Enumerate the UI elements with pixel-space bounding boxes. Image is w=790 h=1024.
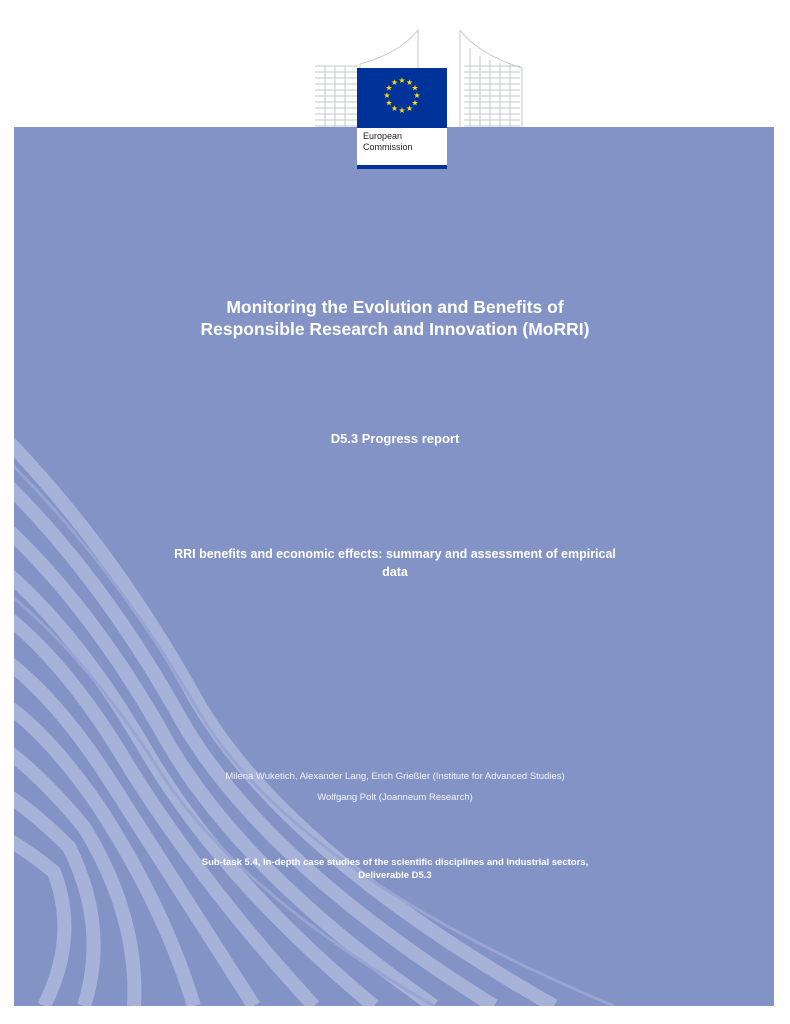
report-title	[0, 296, 790, 340]
deliverable-line-1: Sub-task 5.4, In-depth case studies of the scientific disciplines and industrial sectors,	[201, 857, 589, 868]
logo-line-2: Commission	[363, 142, 413, 152]
logo-line-1: European	[363, 131, 403, 141]
svg-text:★: ★	[390, 104, 399, 113]
report-topic	[0, 545, 790, 581]
logo-wordmark	[363, 131, 445, 153]
svg-text:★: ★	[405, 104, 414, 113]
topic-line-1: RRI benefits and economic effects: summary and assessment of empirical	[174, 547, 616, 561]
svg-text:★: ★	[405, 78, 414, 87]
svg-text:★: ★	[398, 106, 406, 115]
svg-text:★: ★	[413, 91, 421, 100]
svg-text:★: ★	[390, 78, 399, 87]
authors	[0, 766, 790, 808]
svg-text:★: ★	[411, 83, 419, 93]
svg-text:★: ★	[385, 83, 393, 93]
svg-text:★: ★	[385, 98, 393, 108]
authors-line-2: Wolfgang Polt (Joanneum Research)	[317, 792, 473, 803]
title-line-1: Monitoring the Evolution and Benefits of	[226, 297, 564, 317]
european-commission-logo	[357, 68, 447, 169]
deliverable-line-2: Deliverable D5.3	[358, 870, 432, 881]
title-line-2: Responsible Research and Innovation (MoRRI)	[200, 319, 590, 339]
authors-line-1: Milena Wuketich, Alexander Lang, Erich Grießler (Institute for Advanced Studies)	[225, 771, 565, 782]
svg-text:★: ★	[383, 91, 391, 100]
eu-flag-icon	[357, 68, 447, 128]
deliverable-info	[0, 856, 790, 882]
logo-underline	[357, 165, 447, 169]
topic-line-2: data	[382, 565, 408, 579]
svg-text:★: ★	[398, 76, 406, 85]
svg-text:★: ★	[411, 98, 419, 108]
report-subtitle: D5.3 Progress report	[330, 431, 460, 446]
